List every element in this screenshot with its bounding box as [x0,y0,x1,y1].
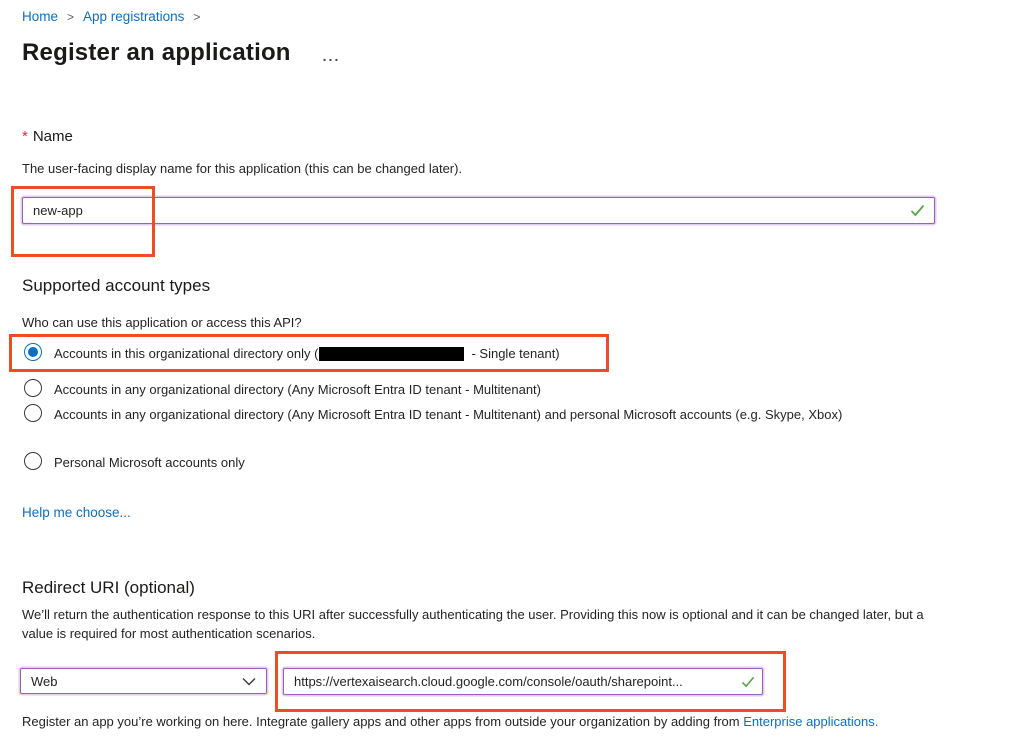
redacted-tenant-name [319,347,464,361]
breadcrumb-separator-icon: > [193,9,201,24]
redirect-uri-input-container [283,668,763,695]
radio-option-single-tenant[interactable] [24,343,560,363]
chevron-down-icon [242,677,256,686]
radio-button[interactable] [24,379,42,397]
radio-button[interactable] [24,452,42,470]
redirect-uri-heading: Redirect URI (optional) [22,578,195,597]
breadcrumb [22,9,200,24]
required-asterisk: * [22,128,28,145]
app-name-input[interactable] [23,203,910,218]
page-header [22,39,340,67]
help-me-choose-link[interactable]: Help me choose... [22,505,131,520]
enterprise-applications-link[interactable]: Enterprise applications. [743,714,879,729]
radio-label-multitenant-personal: Accounts in any organizational directory (Any Microsoft Entra ID tenant - Multitenant) and personal Microsoft accounts (e.g. Skype, Xbox) [54,407,843,422]
valid-checkmark-icon [910,204,925,217]
page-title: Register an application [22,39,291,66]
radio-label-multitenant: Accounts in any organizational directory (Any Microsoft Entra ID tenant - Multitenant) [54,382,541,397]
supported-account-types-heading: Supported account types [22,276,211,295]
radio-option-multitenant[interactable] [24,379,541,399]
radio-option-personal-only[interactable] [24,452,245,472]
name-input-container [22,197,935,224]
account-types-question: Who can use this application or access this API? [22,315,302,330]
redirect-uri-description: We’ll return the authentication response to this URI after successfully authenticating the user. Providing this now is optional and it can be changed later, but a value is required for most authentication scenarios. [22,607,924,641]
name-field-description: The user-facing display name for this application (this can be changed later). [22,161,463,176]
more-commands-ellipsis-icon[interactable]: ... [322,48,341,64]
radio-label-personal-only: Personal Microsoft accounts only [54,455,245,470]
footer-note-text: Register an app you’re working on here. Integrate gallery apps and other apps from outside your organization by adding from [22,714,744,729]
radio-button-selected[interactable] [24,343,42,361]
radio-label-single-tenant: Accounts in this organizational directory only ( - Single tenant) [54,346,560,361]
platform-select-dropdown[interactable] [20,668,267,694]
breadcrumb-app-registrations-link[interactable]: App registrations [83,9,185,24]
redirect-uri-input[interactable] [284,674,741,689]
radio-option-multitenant-personal[interactable] [24,404,842,426]
platform-select-value: Web [31,673,58,689]
footer-note [22,714,878,729]
breadcrumb-separator-icon: > [67,9,75,24]
radio-button[interactable] [24,404,42,422]
valid-checkmark-icon [741,676,755,688]
name-field-label [22,128,73,145]
breadcrumb-home-link[interactable]: Home [22,9,59,24]
name-label-text: Name [32,128,73,145]
